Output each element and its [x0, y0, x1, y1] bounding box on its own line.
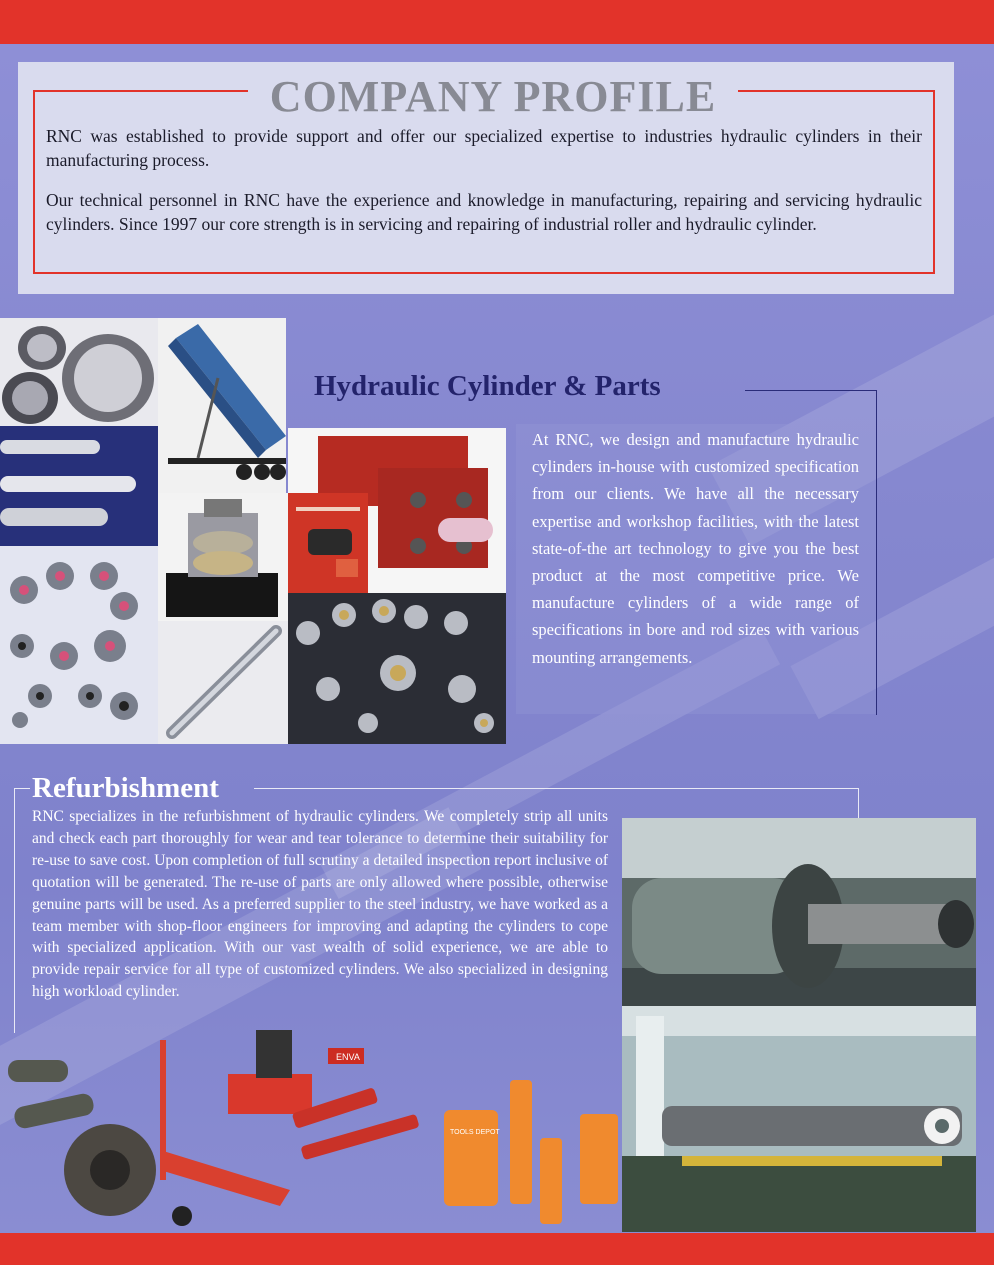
hydraulic-section-rule: [745, 390, 877, 391]
refurbishment-rule-right: [858, 788, 859, 818]
chrome-rods-photo: [0, 426, 158, 546]
hydraulic-section-text: At RNC, we design and manufacture hydraulic cylinders in-house with customized specification from our clients. We have all the necessary expertise and workshop facilities, with the latest state-of-the art technology to give you the best product at the most competitive price. We manufacture cylinders of a wide range of specifications in bore and rod sizes with various mounting arrangements.: [532, 430, 859, 667]
bottom-red-band: [0, 1233, 994, 1265]
ball-joints-photo: [288, 593, 506, 744]
hydraulic-section-rule-vertical: [876, 390, 877, 715]
pump-brand-label: ENVA: [336, 1052, 360, 1062]
product-catalogue-photo: [288, 493, 368, 593]
profile-paragraph-1: RNC was established to provide support and offer our specialized expertise to industries hydraulic cylinders in their manufacturing process.: [46, 126, 922, 170]
profile-paragraph-2: Our technical personnel in RNC have the experience and knowledge in manufacturing, repairing and servicing hydraulic cylinders. Since 1997 our core strength is in servicing and repairing of industrial roller and hydraulic cylinder.: [46, 190, 922, 234]
refurbishment-section-rule: [254, 788, 859, 789]
large-cylinder-photo: [622, 818, 976, 1006]
hydraulic-section-title: Hydraulic Cylinder & Parts: [314, 370, 661, 402]
steel-tubes-photo: [0, 318, 158, 426]
dump-truck-photo: [158, 318, 286, 493]
top-red-band: [0, 0, 994, 44]
refurbishment-rule-left: [14, 788, 15, 1033]
refurbishment-rule-tick: [14, 788, 30, 789]
refurbishment-section-title: Refurbishment: [32, 772, 219, 804]
jack-brand-label: TOOLS DEPOT: [450, 1129, 500, 1136]
hydraulic-shaft-photo: [158, 621, 288, 744]
hydraulic-tools-photo: [0, 1030, 622, 1233]
workshop-photo: [622, 1006, 976, 1232]
hydraulic-pump-photo: [158, 493, 288, 621]
rod-end-bearings-photo: [0, 546, 158, 744]
company-profile-title: COMPANY PROFILE: [248, 70, 738, 124]
refurbishment-section-text: RNC specializes in the refurbishment of hydraulic cylinders. We completely strip all units and check each part thoroughly for wear and tear tolerance to determine their suitability for re-use to save cost. Upon completion of full scrutiny a detailed inspection report inclusive of quotation will be generated. The re-use of parts are only allowed where possible, otherwise genuine parts will be used. As a preferred supplier to the steel industry, we have worked as a team member with shop-floor engineers for improving and adapting the cylinders to cope with specialized application. With our vast wealth of solid experience, we are able to provide repair service for all type of customized cylinders. We also specialized in designing high workload cylinder.: [32, 808, 608, 1001]
company-profile-text: [46, 124, 922, 252]
